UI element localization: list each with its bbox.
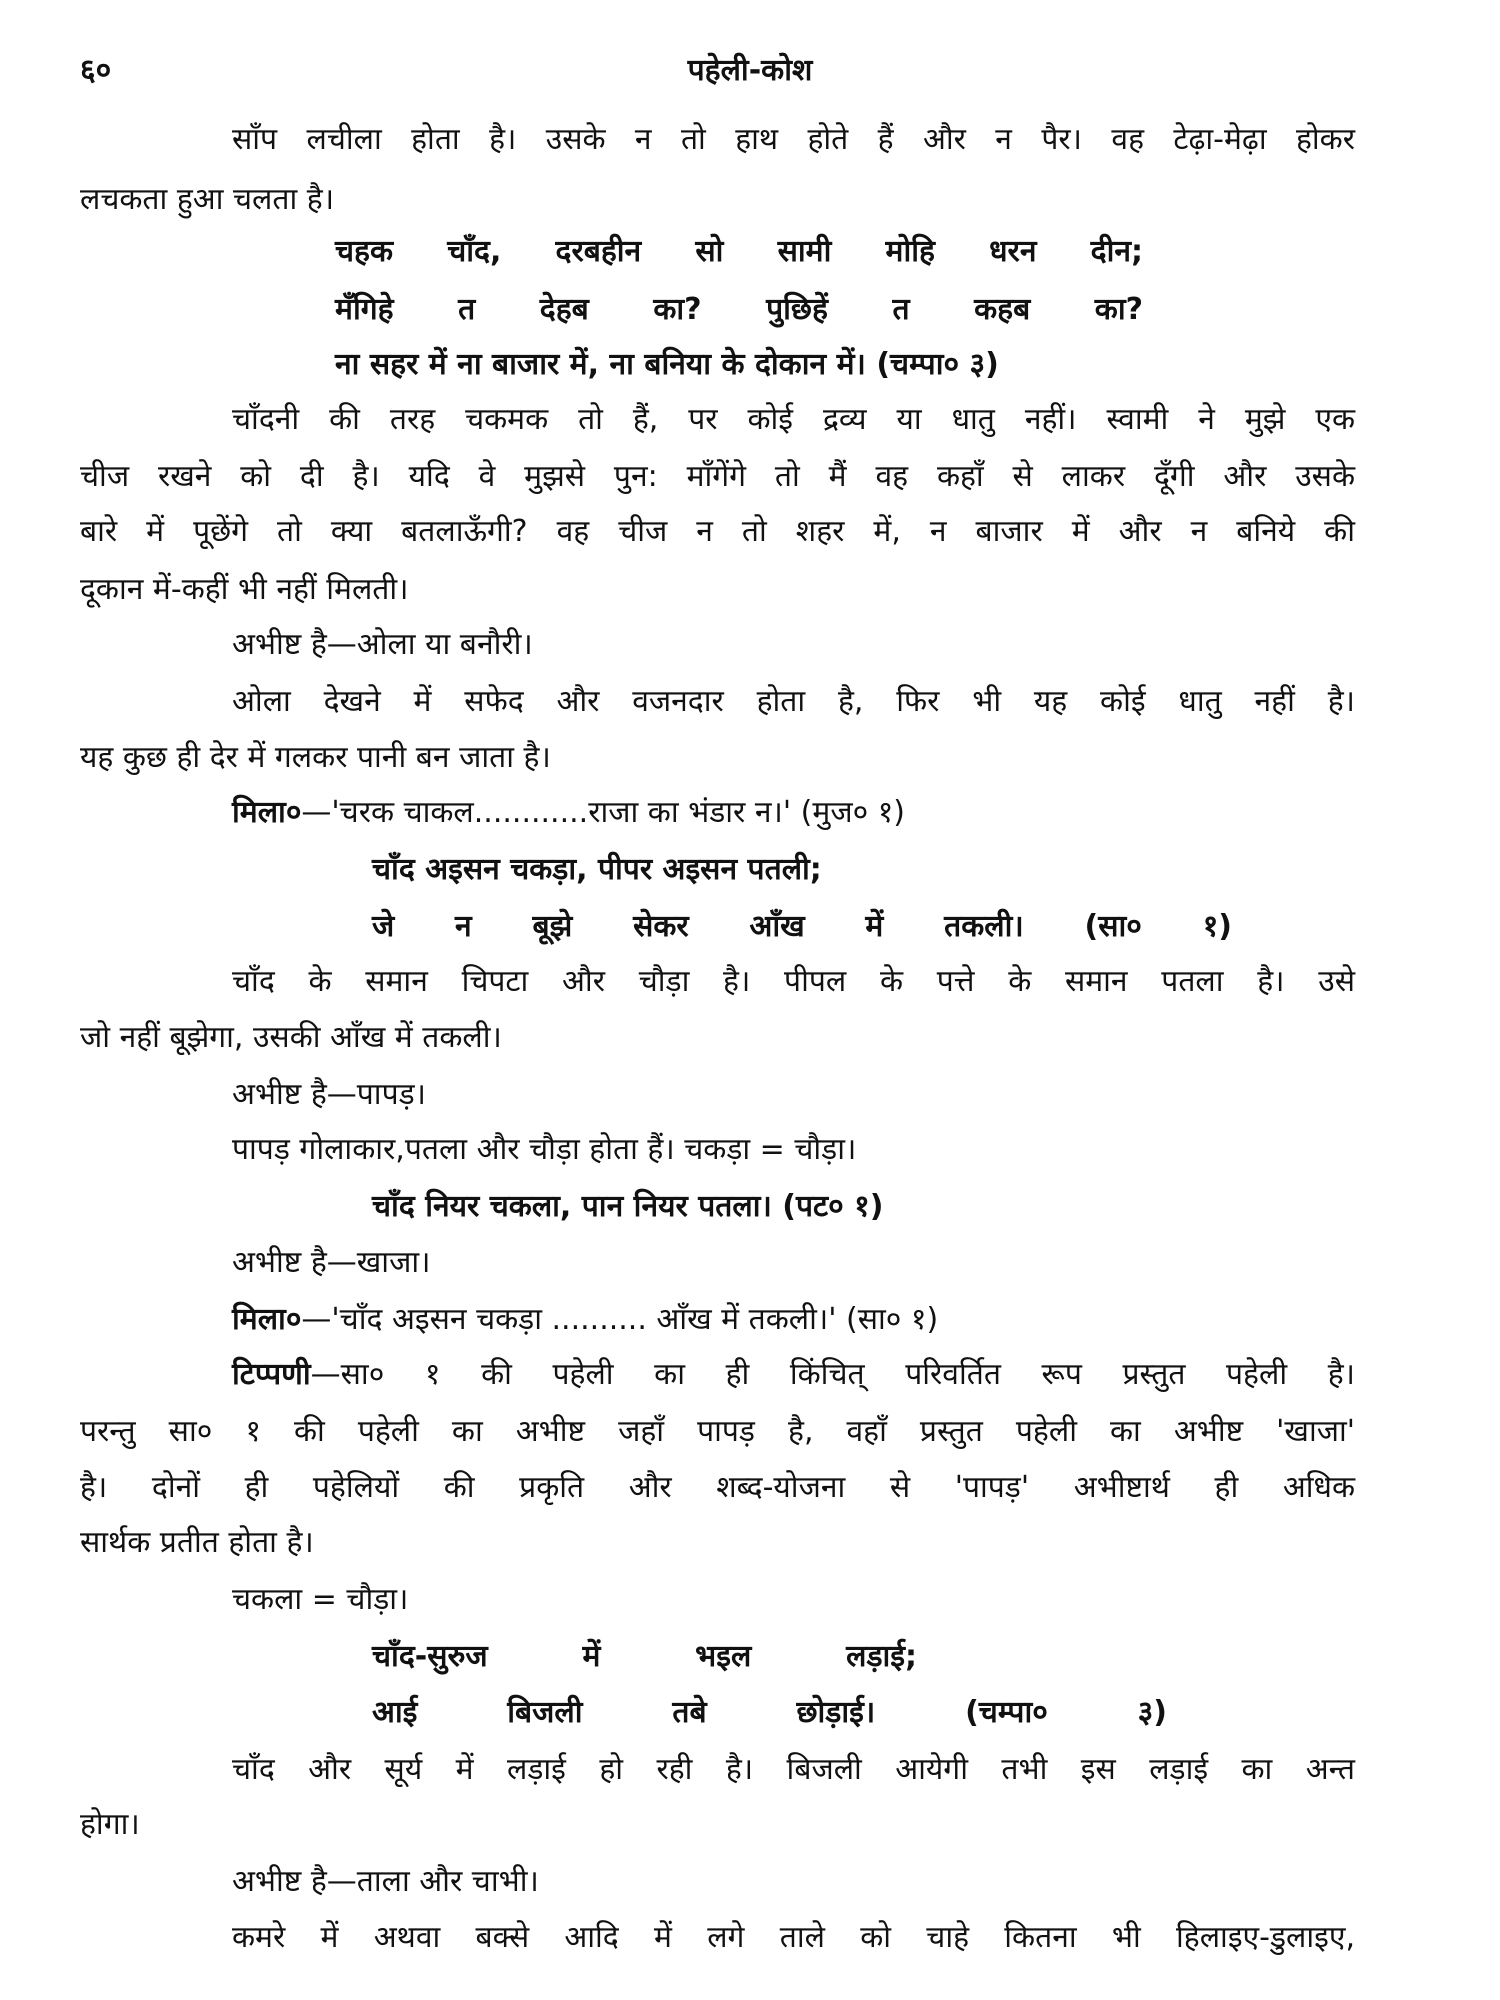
verse-line-with-source: जे न बूझे सेकर आँख में तकली। (सा० १) [372,909,1232,944]
verse-line: चहक चाँद, दरबहीन सो सामी मोहि धरन दीन; [335,234,1143,269]
comparison-line [232,1300,938,1340]
note-label: टिप्पणी [232,1357,311,1392]
prose-line: यह कुछ ही देर में गलकर पानी बन जाता है। [80,740,551,775]
page-header [0,48,1500,98]
verse-line: चाँद-सुरुज में भइल लड़ाई; [372,1639,917,1674]
prose-line: जो नहीं बूझेगा, उसकी आँख में तकली। [80,1020,502,1055]
comparison-line [232,793,905,833]
verse-line-with-source: आई बिजली तबे छोड़ाई। (चम्पा० ३) [372,1695,1167,1730]
prose-line: चकला = चौड़ा। [232,1582,409,1617]
verse-line-with-source: चाँद नियर चकला, पान नियर पतला। (पट० १) [372,1189,884,1224]
comparison-text: —'चाँद अइसन चकड़ा .......... आँख में तकली।' (सा० १) [301,1302,939,1337]
prose-line: दूकान में-कहीं भी नहीं मिलती। [80,572,409,607]
comparison-label: मिला० [232,795,302,830]
note-line [232,1355,1355,1395]
answer-line: अभीष्ट है—ओला या बनौरी। [232,627,533,662]
answer-line: अभीष्ट है—ताला और चाभी। [232,1864,539,1899]
prose-line: चाँद और सूर्य में लड़ाई हो रही है। बिजली आयेगी तभी इस लड़ाई का अन्त [232,1752,1355,1787]
answer-line: अभीष्ट है—खाजा। [232,1245,431,1280]
prose-line: परन्तु सा० १ की पहेली का अभीष्ट जहाँ पापड़ है, वहाँ प्रस्तुत पहेली का अभीष्ट 'खाजा' [80,1414,1355,1449]
prose-line: सार्थक प्रतीत होता है। [80,1525,314,1560]
prose-line: ओला देखने में सफेद और वजनदार होता है, फिर भी यह कोई धातु नहीं है। [232,684,1355,719]
page-number: ६० [80,53,112,88]
prose-line: चाँद के समान चिपटा और चौड़ा है। पीपल के पत्ते के समान पतला है। उसे [232,964,1355,999]
prose-line: कमरे में अथवा बक्से आदि में लगे ताले को चाहे कितना भी हिलाइए-डुलाइए, [232,1920,1355,1955]
prose-line: लचकता हुआ चलता है। [80,182,335,217]
prose-line: पापड़ गोलाकार,पतला और चौड़ा होता हैं। चकड़ा = चौड़ा। [232,1132,857,1167]
prose-line: बारे में पूछेंगे तो क्या बतलाऊँगी? वह चीज न तो शहर में, न बाजार में और न बनिये की [80,514,1355,549]
answer-line: अभीष्ट है—पापड़। [232,1077,427,1112]
prose-line: चीज रखने को दी है। यदि वे मुझसे पुन: माँगेंगे तो मैं वह कहाँ से लाकर दूँगी और उसके [80,459,1355,494]
verse-line-with-source: ना सहर में ना बाजार में, ना बनिया के दोकान में। (चम्पा० ३) [335,347,999,382]
prose-line: होगा। [80,1807,140,1842]
comparison-label: मिला० [232,1302,302,1337]
verse-line: मँगिहे त देहब का? पुछिहें त कहब का? [335,292,1143,327]
prose-line: है। दोनों ही पहेलियों की प्रकृति और शब्द-योजना से 'पापड़' अभीष्टार्थ ही अधिक [80,1470,1355,1505]
prose-line: साँप लचीला होता है। उसके न तो हाथ होते हैं और न पैर। वह टेढ़ा-मेढ़ा होकर [232,122,1355,157]
prose-line: चाँदनी की तरह चकमक तो हैं, पर कोई द्रव्य या धातु नहीं। स्वामी ने मुझे एक [232,402,1355,437]
note-text: —सा० १ की पहेली का ही किंचित् परिवर्तित रूप प्रस्तुत पहेली है। [310,1357,1355,1392]
verse-line: चाँद अइसन चकड़ा, पीपर अइसन पतली; [372,852,822,887]
running-title: पहेली-कोश [687,53,813,88]
comparison-text: —'चरक चाकल............राजा का भंडार न।' (मुज० १) [301,795,906,830]
